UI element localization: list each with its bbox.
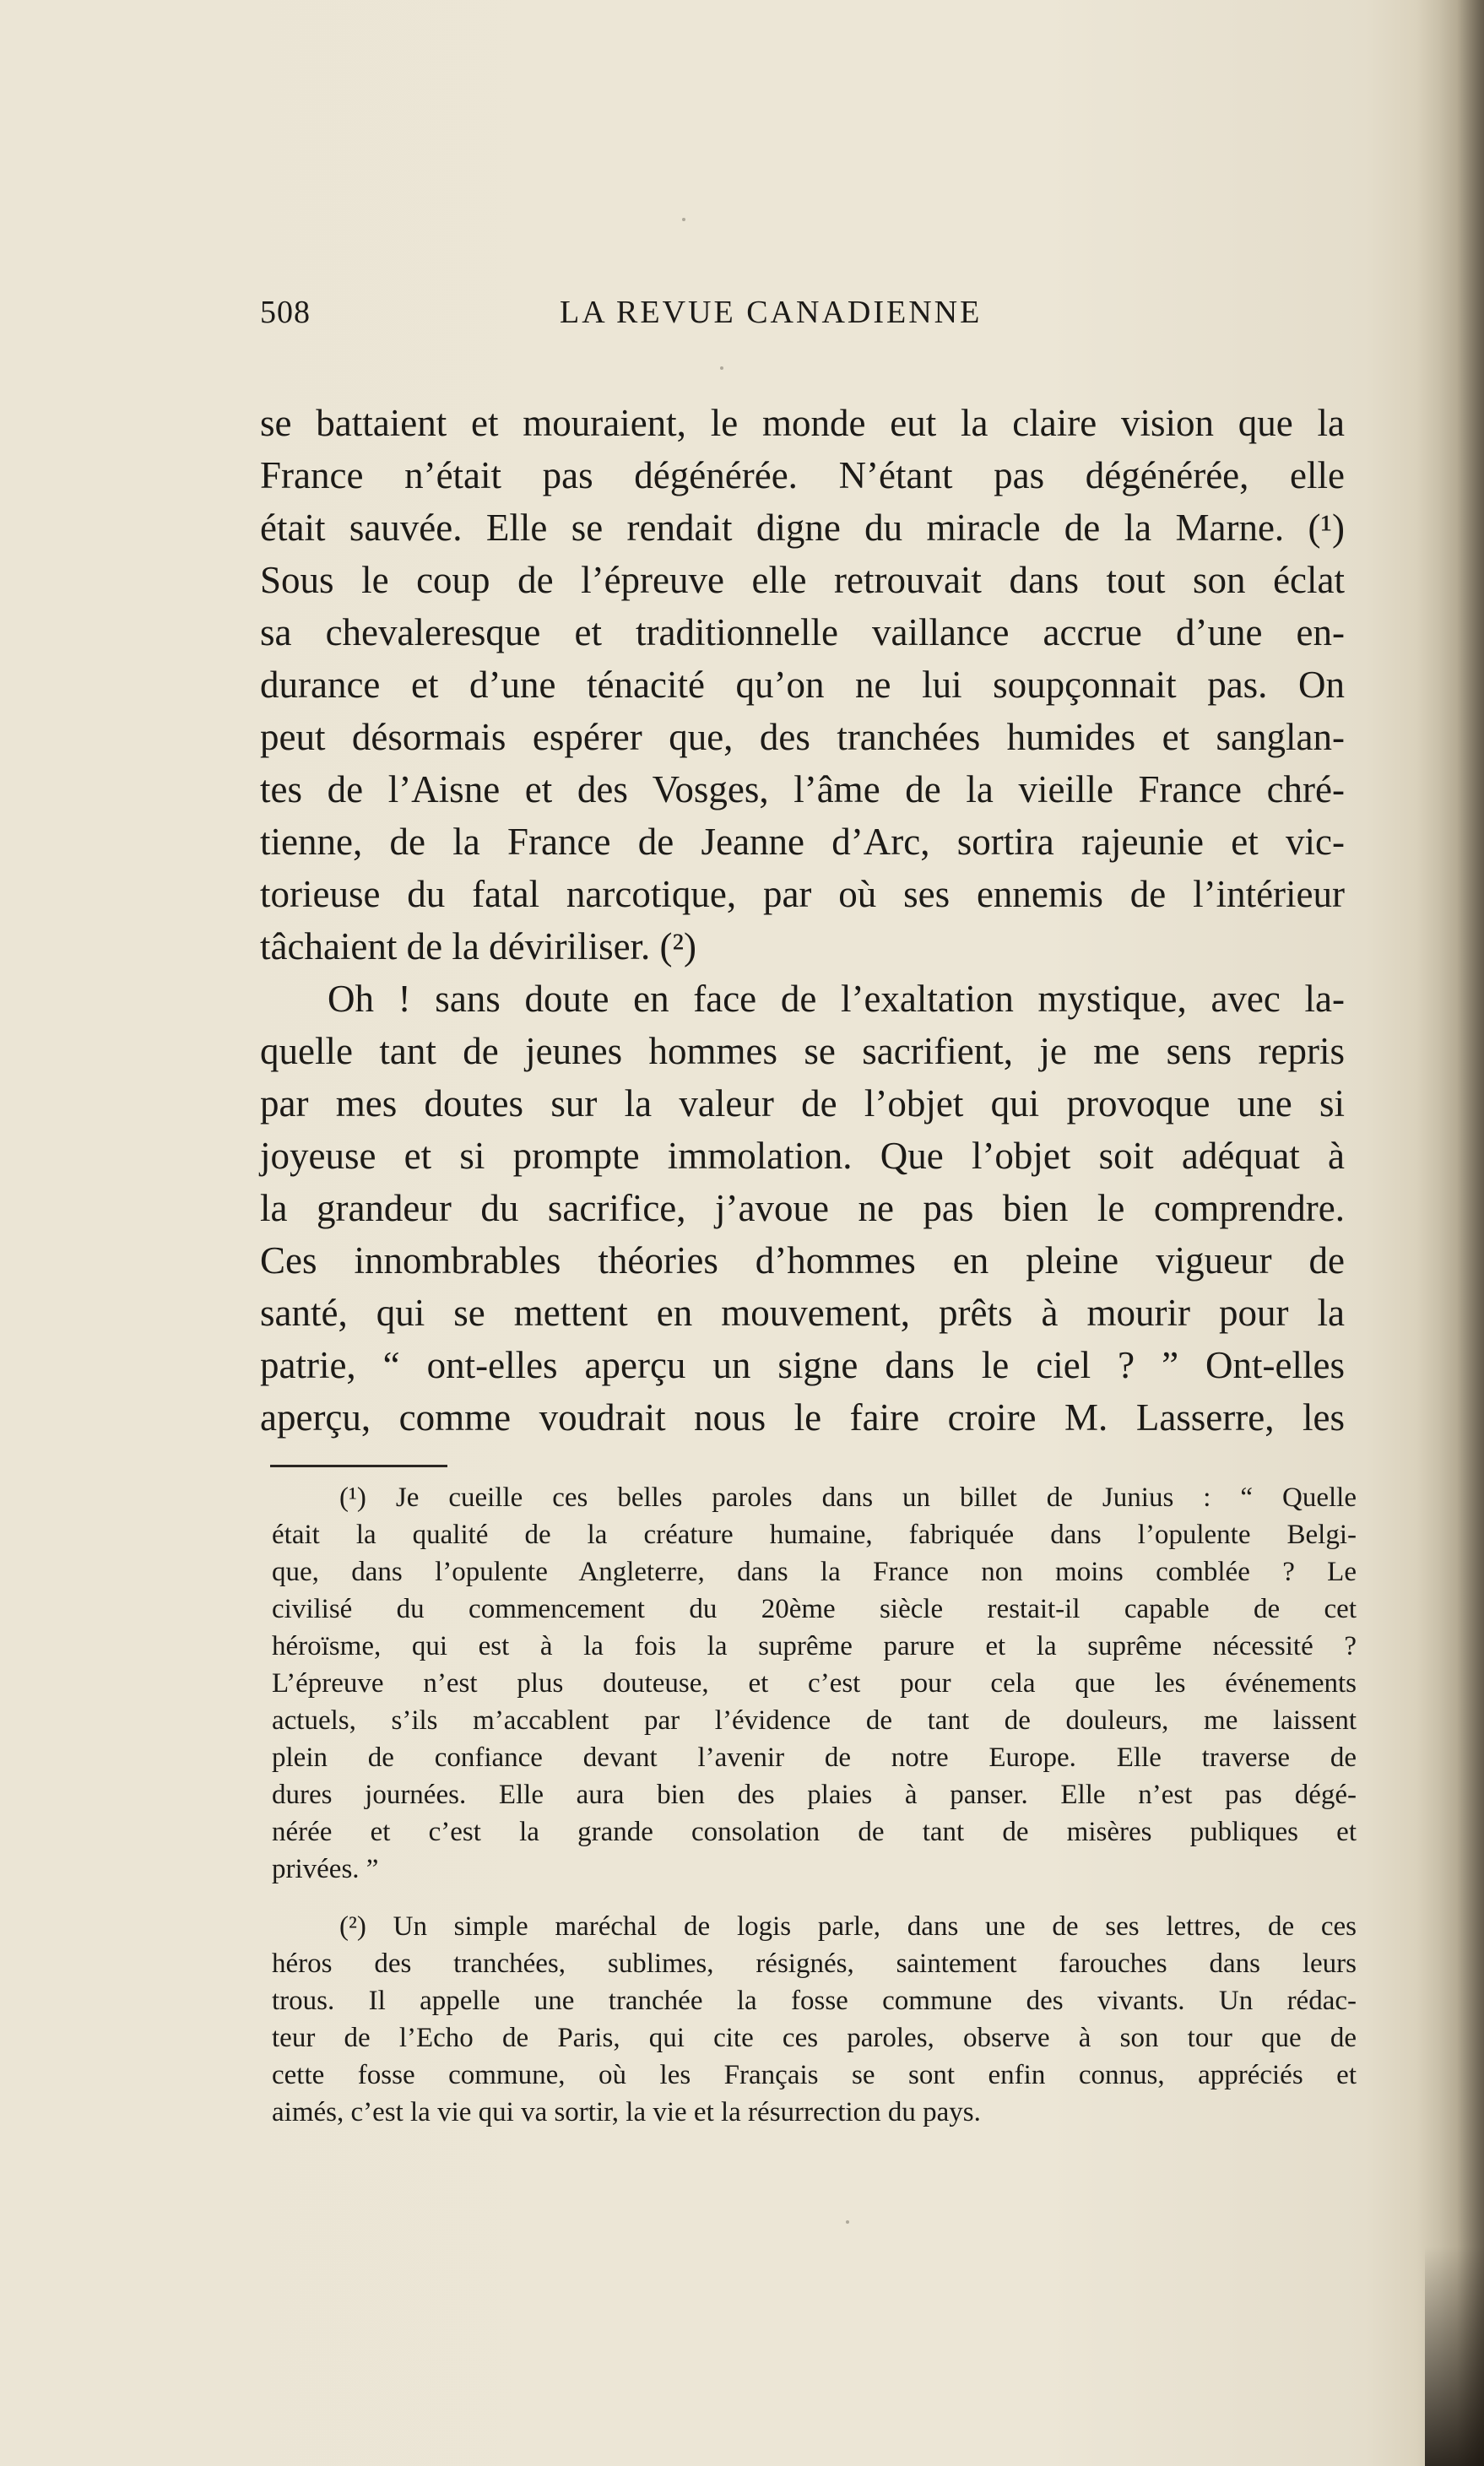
text-line: santé, qui se mettent en mouvement, prêts à mourir pour la: [260, 1292, 1345, 1334]
footnote-line: héroïsme, qui est à la fois la suprême parure et la suprême nécessité ?: [272, 1631, 1357, 1661]
running-header: [260, 294, 1037, 341]
page-number: 508: [260, 295, 311, 330]
footnote-line: que, dans l’opulente Angleterre, dans la France non moins comblée ? Le: [272, 1557, 1357, 1587]
footnotes: [272, 1479, 1357, 2131]
text-line: durance et d’une ténacité qu’on ne lui soupçonnait pas. On: [260, 664, 1345, 706]
footnote-line: aimés, c’est la vie qui va sortir, la vie et la résurrection du pays.: [272, 2097, 981, 2127]
text-line: joyeuse et si prompte immolation. Que l’objet soit adéquat à: [260, 1135, 1345, 1177]
footnote-line: héros des tranchées, sublimes, résignés, saintement farouches dans leurs: [272, 1948, 1357, 1979]
text-line: France n’était pas dégénérée. N’étant pas dégénérée, elle: [260, 454, 1345, 496]
footnote-line: plein de confiance devant l’avenir de notre Europe. Elle traverse de: [272, 1742, 1357, 1773]
text-line: tâchaient de la déviriliser. (²): [260, 925, 697, 967]
text-line: Ces innombrables théories d’hommes en pleine vigueur de: [260, 1239, 1345, 1282]
footnote-line: (¹) Je cueille ces belles paroles dans un billet de Junius : “ Quelle: [339, 1482, 1357, 1513]
footnote-line: nérée et c’est la grande consolation de tant de misères publiques et: [272, 1817, 1357, 1847]
text-line: peut désormais espérer que, des tranchées humides et sanglan-: [260, 716, 1345, 758]
running-title: LA REVUE CANADIENNE: [560, 295, 983, 330]
text-line: sa chevaleresque et traditionnelle vaillance accrue d’une en-: [260, 611, 1345, 653]
footnote-1: [272, 1479, 1357, 1888]
text-line: tes de l’Aisne et des Vosges, l’âme de la vieille France chré-: [260, 768, 1345, 810]
main-text: [260, 397, 1345, 1444]
text-line: torieuse du fatal narcotique, par où ses ennemis de l’intérieur: [260, 873, 1345, 915]
footnote-line: était la qualité de la créature humaine, fabriquée dans l’opulente Belgi-: [272, 1520, 1357, 1550]
footnote-line: (²) Un simple maréchal de logis parle, dans une de ses lettres, de ces: [339, 1911, 1357, 1942]
text-line: aperçu, comme voudrait nous le faire croire M. Lasserre, les: [260, 1396, 1345, 1439]
text-line: se battaient et mouraient, le monde eut la claire vision que la: [260, 402, 1345, 444]
footnote-divider: [270, 1465, 447, 1467]
text-line: Oh ! sans doute en face de l’exaltation mystique, avec la-: [328, 978, 1345, 1020]
footnote-line: L’épreuve n’est plus douteuse, et c’est pour cela que les événements: [272, 1668, 1357, 1699]
footnote-line: civilisé du commencement du 20ème siècle restait-il capable de cet: [272, 1594, 1357, 1624]
footnote-line: teur de l’Echo de Paris, qui cite ces paroles, observe à son tour que de: [272, 2023, 1357, 2053]
footnote-line: cette fosse commune, où les Français se sont enfin connus, appréciés et: [272, 2060, 1357, 2090]
footnote-line: trous. Il appelle une tranchée la fosse commune des vivants. Un rédac-: [272, 1986, 1357, 2016]
page-edge-shadow: [1416, 0, 1484, 2466]
text-line: Sous le coup de l’épreuve elle retrouvait dans tout son éclat: [260, 559, 1345, 601]
text-line: par mes doutes sur la valeur de l’objet qui provoque une si: [260, 1082, 1345, 1125]
text-line: était sauvée. Elle se rendait digne du miracle de la Marne. (¹): [260, 507, 1345, 549]
footnote-line: dures journées. Elle aura bien des plaies à panser. Elle n’est pas dégé-: [272, 1780, 1357, 1810]
text-line: patrie, “ ont-elles aperçu un signe dans le ciel ? ” Ont-elles: [260, 1344, 1345, 1386]
text-line: la grandeur du sacrifice, j’avoue ne pas bien le comprendre.: [260, 1187, 1345, 1229]
footnote-line: privées. ”: [272, 1854, 379, 1884]
paper-speck: [682, 218, 685, 221]
footnote-2: [272, 1908, 1357, 2131]
paper-speck: [720, 366, 723, 370]
text-line: quelle tant de jeunes hommes se sacrifient, je me sens repris: [260, 1030, 1345, 1072]
paper-speck: [846, 2220, 849, 2224]
text-line: tienne, de la France de Jeanne d’Arc, sortira rajeunie et vic-: [260, 821, 1345, 863]
page-corner-shadow: [1425, 2246, 1484, 2466]
footnote-line: actuels, s’ils m’accablent par l’évidence de tant de douleurs, me laissent: [272, 1705, 1357, 1736]
footnote-spacer: [272, 1888, 1357, 1908]
